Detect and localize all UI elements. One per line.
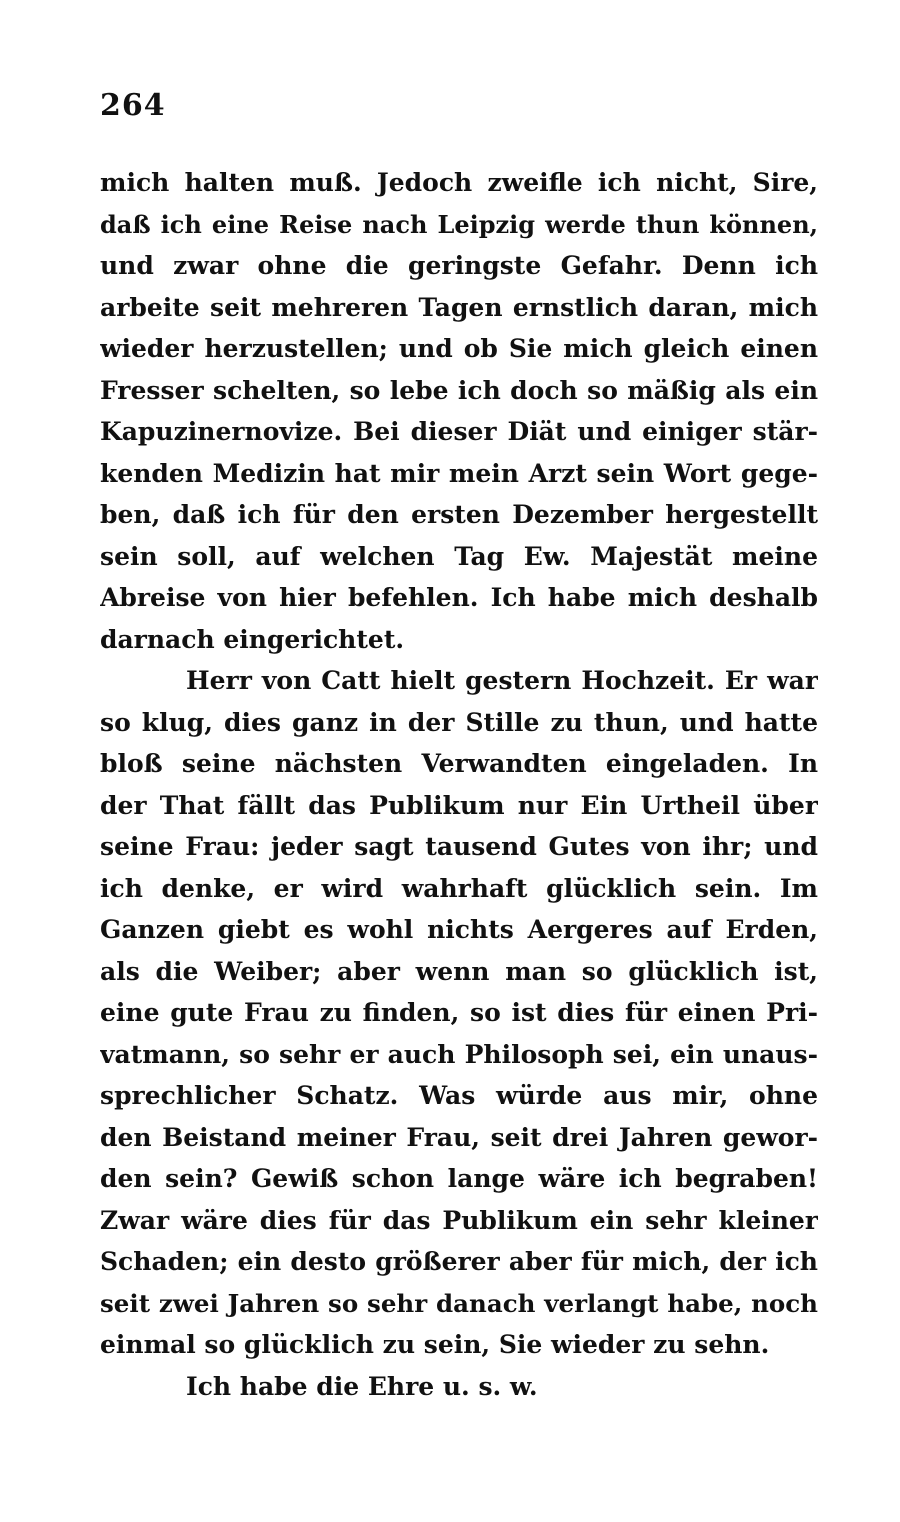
text-line: als die Weiber; aber wenn man so glücklich ist, — [100, 956, 818, 986]
text-line: ben, daß ich für den ersten Dezember hergestellt — [100, 500, 818, 529]
page-number: 264 — [100, 88, 166, 123]
text-line: ich denke, er wird wahrhaft glücklich sein. Im — [100, 873, 818, 903]
text-line: wieder herzustellen; und ob Sie mich gleich einen — [100, 334, 818, 363]
text-line: seine Frau: jeder sagt tausend Gutes von ihr; und — [100, 832, 818, 861]
closing-line: Ich habe die Ehre u. s. w. — [186, 1371, 538, 1401]
text-line: Kapuzinernovize. Bei dieser Diät und einiger stär- — [100, 417, 818, 446]
text-line: den Beistand meiner Frau, seit drei Jahren gewor- — [100, 1122, 818, 1152]
text-line: sprechlicher Schatz. Was würde aus mir, ohne — [100, 1081, 818, 1110]
text-line: Ganzen giebt es wohl nichts Aergeres auf Erden, — [100, 915, 818, 944]
text-line: und zwar ohne die geringste Gefahr. Denn ich — [100, 251, 818, 280]
text-line: so klug, dies ganz in der Stille zu thun, und hatte — [100, 707, 818, 737]
text-line: darnach eingerichtet. — [100, 624, 405, 654]
text-line: kenden Medizin hat mir mein Arzt sein Wort gege- — [100, 458, 818, 488]
text-line: vatmann, so sehr er auch Philosoph sei, ein unaus- — [100, 1039, 818, 1069]
text-line: mich halten muß. Jedoch zweifle ich nicht, Sire, — [100, 168, 818, 197]
paragraph — [100, 660, 818, 1366]
closing — [100, 1366, 818, 1408]
text-line: sein soll, auf welchen Tag Ew. Majestät meine — [100, 541, 818, 571]
paragraph — [100, 162, 818, 660]
text-line: Fresser schelten, so lebe ich doch so mäßig als ein — [100, 375, 818, 405]
letter-text — [100, 162, 818, 1407]
text-line: Herr von Catt hielt gestern Hochzeit. Er war — [186, 666, 818, 695]
text-line: daß ich eine Reise nach Leipzig werde thun können, — [100, 209, 818, 239]
text-line: Schaden; ein desto größerer aber für mich, der ich — [100, 1247, 818, 1276]
text-line: der That fällt das Publikum nur Ein Urtheil über — [100, 790, 818, 820]
text-line: seit zwei Jahren so sehr danach verlangt habe, noch — [100, 1288, 818, 1318]
text-line: arbeite seit mehreren Tagen ernstlich daran, mich — [100, 292, 818, 322]
text-line: Abreise von hier befehlen. Ich habe mich deshalb — [100, 583, 818, 612]
text-line: Zwar wäre dies für das Publikum ein sehr kleiner — [100, 1205, 818, 1235]
text-line: den sein? Gewiß schon lange wäre ich begraben! — [100, 1164, 818, 1193]
text-line: eine gute Frau zu finden, so ist dies für einen Pri- — [100, 998, 818, 1027]
text-line: einmal so glücklich zu sein, Sie wieder zu sehn. — [100, 1330, 770, 1359]
text-line: bloß seine nächsten Verwandten eingeladen. In — [100, 749, 818, 778]
